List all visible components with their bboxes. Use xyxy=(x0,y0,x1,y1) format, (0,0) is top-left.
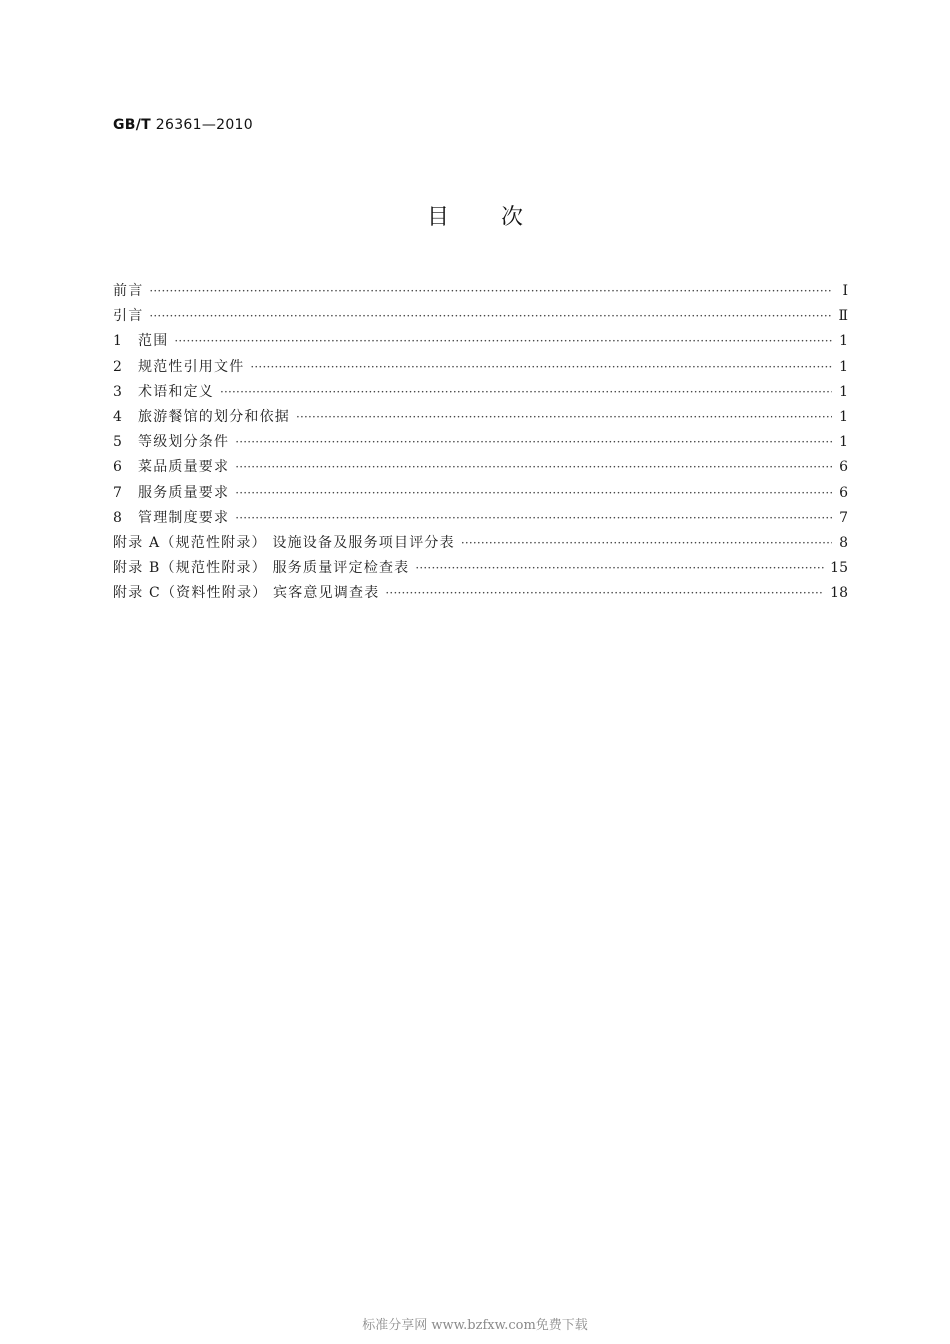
toc-leader-dots xyxy=(235,481,832,506)
toc-entry-6[interactable] xyxy=(113,455,848,480)
toc-entry-appendix-a[interactable] xyxy=(113,531,848,556)
toc-leader-dots xyxy=(149,279,832,304)
toc-entry-label: 服务质量要求 xyxy=(138,484,230,501)
toc-entry-page: 15 xyxy=(830,560,848,577)
toc-entry-page: Ⅱ xyxy=(838,308,848,325)
toc-entry-page: 1 xyxy=(839,434,848,451)
toc-entry-number: 6 xyxy=(113,459,122,476)
toc-entry-label: 引言 xyxy=(113,308,144,325)
toc-leader-dots xyxy=(235,430,832,455)
toc-entry-page: 18 xyxy=(830,585,848,602)
toc-entry-8[interactable] xyxy=(113,506,848,531)
toc-entry-label: 等级划分条件 xyxy=(138,434,230,451)
toc-entry-page: 1 xyxy=(839,358,848,375)
toc-entry-page: Ⅰ xyxy=(842,283,848,299)
standard-prefix: GB/T xyxy=(113,117,152,133)
toc-entry-page: 1 xyxy=(839,333,848,350)
toc-entry-label: 旅游餐馆的划分和依据 xyxy=(138,408,290,425)
toc-entry-label: 术语和定义 xyxy=(138,383,214,400)
toc-leader-dots xyxy=(385,581,824,606)
toc-leader-dots xyxy=(461,531,832,556)
toc-leader-dots xyxy=(149,304,832,329)
toc-entry-page: 1 xyxy=(839,383,848,400)
toc-entry-appendix-c[interactable] xyxy=(113,581,848,606)
toc-entry-label: 管理制度要求 xyxy=(138,509,230,526)
toc-entry-page: 8 xyxy=(839,534,848,551)
toc-leader-dots xyxy=(296,405,832,430)
toc-entry-number: 4 xyxy=(113,408,122,425)
toc-entry-number: 8 xyxy=(113,509,122,526)
toc-entry-3[interactable] xyxy=(113,380,848,405)
toc-leader-dots xyxy=(235,506,832,531)
footer-watermark: 标准分享网 www.bzfxw.com免费下载 xyxy=(362,1318,588,1333)
toc-entry-number: 7 xyxy=(113,484,122,501)
toc-entry-number: 5 xyxy=(113,434,122,451)
toc-entry-label: 附录 B（规范性附录） 服务质量评定检查表 xyxy=(113,560,410,577)
toc-entry-foreword[interactable] xyxy=(113,279,848,304)
toc-entry-number: 2 xyxy=(113,358,122,375)
toc-leader-dots xyxy=(415,556,824,581)
toc-entry-page: 6 xyxy=(839,459,848,476)
toc-entry-label: 附录 A（规范性附录） 设施设备及服务项目评分表 xyxy=(113,534,455,551)
standard-number xyxy=(113,117,253,133)
toc-leader-dots xyxy=(220,380,832,405)
toc-entry-label: 附录 C（资料性附录） 宾客意见调查表 xyxy=(113,585,380,602)
toc-entry-page: 7 xyxy=(839,509,848,526)
toc-entry-label: 范围 xyxy=(138,333,169,350)
standard-code: 26361—2010 xyxy=(155,117,253,133)
toc-leader-dots xyxy=(250,355,832,380)
toc-entry-label: 前言 xyxy=(113,283,144,299)
toc-entry-page: 1 xyxy=(839,408,848,425)
toc-entry-4[interactable] xyxy=(113,405,848,430)
toc-leader-dots xyxy=(174,329,832,354)
toc-entry-number: 3 xyxy=(113,383,122,400)
toc-entry-introduction[interactable] xyxy=(113,304,848,329)
toc-entry-2[interactable] xyxy=(113,355,848,380)
table-of-contents xyxy=(113,279,848,606)
toc-entry-7[interactable] xyxy=(113,481,848,506)
toc-entry-number: 1 xyxy=(113,333,122,350)
toc-entry-page: 6 xyxy=(839,484,848,501)
page-title: 目次 xyxy=(426,205,575,230)
toc-entry-label: 菜品质量要求 xyxy=(138,459,230,476)
toc-entry-1[interactable] xyxy=(113,329,848,354)
toc-entry-label: 规范性引用文件 xyxy=(138,358,245,375)
toc-entry-appendix-b[interactable] xyxy=(113,556,848,581)
toc-leader-dots xyxy=(235,455,832,480)
toc-entry-5[interactable] xyxy=(113,430,848,455)
